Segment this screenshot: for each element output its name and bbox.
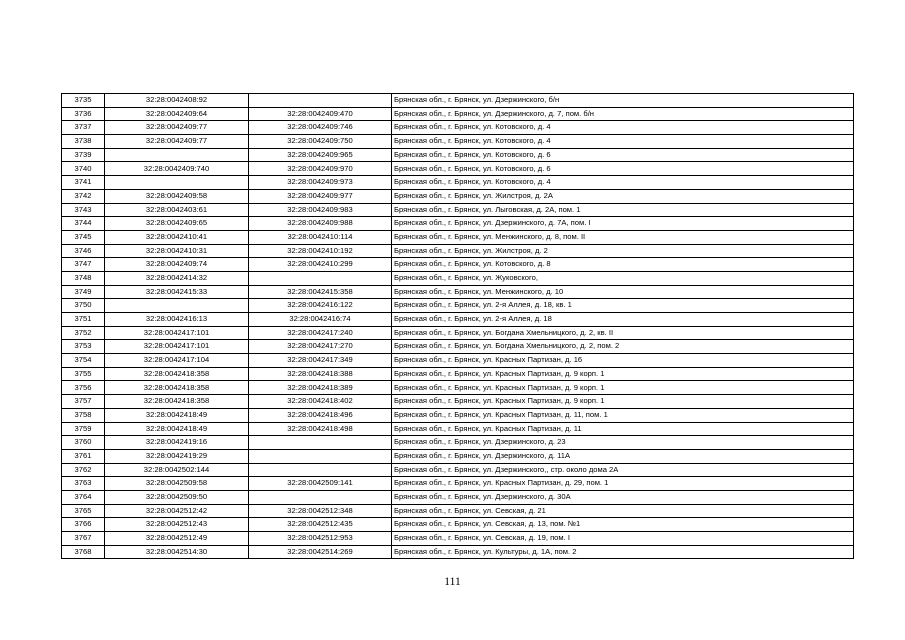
land-cadastral-number-cell: 32:28:0042417:101: [105, 340, 249, 354]
object-cadastral-number-cell: [249, 463, 392, 477]
address-cell: Брянская обл., г. Брянск, ул. Котовского, д. 6: [392, 148, 854, 162]
table-row: [62, 408, 854, 422]
registry-table: [61, 93, 854, 559]
row-number-cell: 3736: [62, 107, 105, 121]
land-cadastral-number-cell: 32:28:0042410:31: [105, 244, 249, 258]
row-number-cell: 3739: [62, 148, 105, 162]
land-cadastral-number-cell: 32:28:0042418:358: [105, 367, 249, 381]
address-cell: Брянская обл., г. Брянск, ул. Менжинского, д. 8, пом. II: [392, 230, 854, 244]
object-cadastral-number-cell: 32:28:0042409:970: [249, 162, 392, 176]
table-row: [62, 299, 854, 313]
object-cadastral-number-cell: 32:28:0042509:141: [249, 477, 392, 491]
address-cell: Брянская обл., г. Брянск, ул. Дзержинского, д. 7А, пом. I: [392, 217, 854, 231]
object-cadastral-number-cell: 32:28:0042410:114: [249, 230, 392, 244]
row-number-cell: 3741: [62, 176, 105, 190]
table-row: [62, 203, 854, 217]
object-cadastral-number-cell: 32:28:0042418:389: [249, 381, 392, 395]
address-cell: Брянская обл., г. Брянск, ул. Дзержинского, д. 23: [392, 436, 854, 450]
object-cadastral-number-cell: 32:28:0042409:973: [249, 176, 392, 190]
row-number-cell: 3737: [62, 121, 105, 135]
row-number-cell: 3756: [62, 381, 105, 395]
table-row: [62, 258, 854, 272]
row-number-cell: 3744: [62, 217, 105, 231]
address-cell: Брянская обл., г. Брянск, ул. Котовского, д. 4: [392, 135, 854, 149]
address-cell: Брянская обл., г. Брянск, ул. Лыговская, д. 2А, пом. 1: [392, 203, 854, 217]
land-cadastral-number-cell: 32:28:0042409:77: [105, 135, 249, 149]
object-cadastral-number-cell: 32:28:0042409:988: [249, 217, 392, 231]
row-number-cell: 3764: [62, 490, 105, 504]
row-number-cell: 3767: [62, 532, 105, 546]
table-row: [62, 463, 854, 477]
object-cadastral-number-cell: 32:28:0042409:746: [249, 121, 392, 135]
row-number-cell: 3755: [62, 367, 105, 381]
row-number-cell: 3751: [62, 313, 105, 327]
row-number-cell: 3750: [62, 299, 105, 313]
row-number-cell: 3763: [62, 477, 105, 491]
land-cadastral-number-cell: 32:28:0042409:740: [105, 162, 249, 176]
object-cadastral-number-cell: 32:28:0042418:496: [249, 408, 392, 422]
table-row: [62, 244, 854, 258]
object-cadastral-number-cell: 32:28:0042418:402: [249, 395, 392, 409]
land-cadastral-number-cell: 32:28:0042419:16: [105, 436, 249, 450]
table-row: [62, 436, 854, 450]
table-row: [62, 490, 854, 504]
table-row: [62, 285, 854, 299]
table-row: [62, 518, 854, 532]
object-cadastral-number-cell: 32:28:0042417:240: [249, 326, 392, 340]
row-number-cell: 3761: [62, 449, 105, 463]
object-cadastral-number-cell: [249, 490, 392, 504]
object-cadastral-number-cell: 32:28:0042409:965: [249, 148, 392, 162]
table-row: [62, 176, 854, 190]
object-cadastral-number-cell: 32:28:0042410:192: [249, 244, 392, 258]
address-cell: Брянская обл., г. Брянск, ул. Красных Партизан, д. 9 корп. 1: [392, 395, 854, 409]
land-cadastral-number-cell: 32:28:0042414:32: [105, 271, 249, 285]
object-cadastral-number-cell: 32:28:0042418:388: [249, 367, 392, 381]
table-row: [62, 395, 854, 409]
land-cadastral-number-cell: 32:28:0042410:41: [105, 230, 249, 244]
table-row: [62, 313, 854, 327]
address-cell: Брянская обл., г. Брянск, ул. Красных Партизан, д. 16: [392, 354, 854, 368]
address-cell: Брянская обл., г. Брянск, ул. Котовского, д. 4: [392, 176, 854, 190]
address-cell: Брянская обл., г. Брянск, ул. Котовского, д. 4: [392, 121, 854, 135]
table-row: [62, 230, 854, 244]
address-cell: Брянская обл., г. Брянск, ул. Красных Партизан, д. 9 корп. 1: [392, 381, 854, 395]
row-number-cell: 3735: [62, 94, 105, 108]
object-cadastral-number-cell: 32:28:0042409:983: [249, 203, 392, 217]
address-cell: Брянская обл., г. Брянск, ул. Дзержинского, д. 11А: [392, 449, 854, 463]
address-cell: Брянская обл., г. Брянск, ул. Дзержинского,, стр. около дома 2А: [392, 463, 854, 477]
row-number-cell: 3747: [62, 258, 105, 272]
row-number-cell: 3765: [62, 504, 105, 518]
row-number-cell: 3740: [62, 162, 105, 176]
row-number-cell: 3749: [62, 285, 105, 299]
row-number-cell: 3753: [62, 340, 105, 354]
land-cadastral-number-cell: 32:28:0042409:64: [105, 107, 249, 121]
land-cadastral-number-cell: 32:28:0042512:49: [105, 532, 249, 546]
land-cadastral-number-cell: 32:28:0042409:65: [105, 217, 249, 231]
row-number-cell: 3738: [62, 135, 105, 149]
address-cell: Брянская обл., г. Брянск, ул. Котовского, д. 6: [392, 162, 854, 176]
land-cadastral-number-cell: [105, 299, 249, 313]
table-row: [62, 217, 854, 231]
row-number-cell: 3760: [62, 436, 105, 450]
table-row: [62, 162, 854, 176]
land-cadastral-number-cell: 32:28:0042509:50: [105, 490, 249, 504]
object-cadastral-number-cell: 32:28:0042410:299: [249, 258, 392, 272]
address-cell: Брянская обл., г. Брянск, ул. Богдана Хмельницкого, д. 2, кв. II: [392, 326, 854, 340]
address-cell: Брянская обл., г. Брянск, ул. Дзержинского, д. 7, пом. б/н: [392, 107, 854, 121]
table-row: [62, 135, 854, 149]
address-cell: Брянская обл., г. Брянск, ул. Богдана Хмельницкого, д. 2, пом. 2: [392, 340, 854, 354]
address-cell: Брянская обл., г. Брянск, ул. 2-я Аллея, д. 18: [392, 313, 854, 327]
object-cadastral-number-cell: 32:28:0042415:358: [249, 285, 392, 299]
address-cell: Брянская обл., г. Брянск, ул. 2-я Аллея, д. 18, кв. 1: [392, 299, 854, 313]
table-row: [62, 189, 854, 203]
object-cadastral-number-cell: 32:28:0042416:122: [249, 299, 392, 313]
table-row: [62, 271, 854, 285]
object-cadastral-number-cell: [249, 94, 392, 108]
land-cadastral-number-cell: [105, 148, 249, 162]
object-cadastral-number-cell: 32:28:0042409:977: [249, 189, 392, 203]
object-cadastral-number-cell: [249, 449, 392, 463]
land-cadastral-number-cell: 32:28:0042512:43: [105, 518, 249, 532]
address-cell: Брянская обл., г. Брянск, ул. Котовского, д. 8: [392, 258, 854, 272]
table-row: [62, 367, 854, 381]
table-row: [62, 107, 854, 121]
table-row: [62, 340, 854, 354]
land-cadastral-number-cell: 32:28:0042418:358: [105, 395, 249, 409]
land-cadastral-number-cell: 32:28:0042502:144: [105, 463, 249, 477]
table-row: [62, 121, 854, 135]
land-cadastral-number-cell: 32:28:0042512:42: [105, 504, 249, 518]
land-cadastral-number-cell: 32:28:0042409:58: [105, 189, 249, 203]
object-cadastral-number-cell: 32:28:0042417:349: [249, 354, 392, 368]
address-cell: Брянская обл., г. Брянск, ул. Жуковского,: [392, 271, 854, 285]
row-number-cell: 3746: [62, 244, 105, 258]
table-row: [62, 148, 854, 162]
address-cell: Брянская обл., г. Брянск, ул. Севская, д. 21: [392, 504, 854, 518]
row-number-cell: 3743: [62, 203, 105, 217]
row-number-cell: 3768: [62, 545, 105, 559]
object-cadastral-number-cell: 32:28:0042418:498: [249, 422, 392, 436]
table-row: [62, 532, 854, 546]
address-cell: Брянская обл., г. Брянск, ул. Менжинского, д. 10: [392, 285, 854, 299]
address-cell: Брянская обл., г. Брянск, ул. Красных Партизан, д. 11: [392, 422, 854, 436]
row-number-cell: 3745: [62, 230, 105, 244]
land-cadastral-number-cell: 32:28:0042419:29: [105, 449, 249, 463]
land-cadastral-number-cell: 32:28:0042409:74: [105, 258, 249, 272]
page-number: 111: [444, 576, 461, 588]
land-cadastral-number-cell: 32:28:0042417:101: [105, 326, 249, 340]
registry-table-body: [62, 94, 854, 559]
row-number-cell: 3762: [62, 463, 105, 477]
object-cadastral-number-cell: 32:28:0042409:750: [249, 135, 392, 149]
land-cadastral-number-cell: 32:28:0042403:61: [105, 203, 249, 217]
table-row: [62, 477, 854, 491]
address-cell: Брянская обл., г. Брянск, ул. Севская, д. 13, пом. №1: [392, 518, 854, 532]
table-row: [62, 94, 854, 108]
row-number-cell: 3758: [62, 408, 105, 422]
land-cadastral-number-cell: 32:28:0042418:49: [105, 422, 249, 436]
land-cadastral-number-cell: 32:28:0042509:58: [105, 477, 249, 491]
row-number-cell: 3752: [62, 326, 105, 340]
row-number-cell: 3748: [62, 271, 105, 285]
address-cell: Брянская обл., г. Брянск, ул. Красных Партизан, д. 29, пом. 1: [392, 477, 854, 491]
land-cadastral-number-cell: [105, 176, 249, 190]
address-cell: Брянская обл., г. Брянск, ул. Дзержинского, б/н: [392, 94, 854, 108]
land-cadastral-number-cell: 32:28:0042409:77: [105, 121, 249, 135]
land-cadastral-number-cell: 32:28:0042418:49: [105, 408, 249, 422]
land-cadastral-number-cell: 32:28:0042514:30: [105, 545, 249, 559]
object-cadastral-number-cell: 32:28:0042409:470: [249, 107, 392, 121]
object-cadastral-number-cell: 32:28:0042512:435: [249, 518, 392, 532]
table-row: [62, 326, 854, 340]
table-row: [62, 504, 854, 518]
table-row: [62, 354, 854, 368]
object-cadastral-number-cell: 32:28:0042416:74: [249, 313, 392, 327]
address-cell: Брянская обл., г. Брянск, ул. Красных Партизан, д. 9 корп. 1: [392, 367, 854, 381]
object-cadastral-number-cell: 32:28:0042512:348: [249, 504, 392, 518]
land-cadastral-number-cell: 32:28:0042417:104: [105, 354, 249, 368]
land-cadastral-number-cell: 32:28:0042415:33: [105, 285, 249, 299]
land-cadastral-number-cell: 32:28:0042416:13: [105, 313, 249, 327]
row-number-cell: 3759: [62, 422, 105, 436]
object-cadastral-number-cell: [249, 271, 392, 285]
table-row: [62, 545, 854, 559]
object-cadastral-number-cell: [249, 436, 392, 450]
row-number-cell: 3757: [62, 395, 105, 409]
table-row: [62, 449, 854, 463]
address-cell: Брянская обл., г. Брянск, ул. Дзержинского, д. 30А: [392, 490, 854, 504]
table-row: [62, 381, 854, 395]
address-cell: Брянская обл., г. Брянск, ул. Культуры, д. 1А, пом. 2: [392, 545, 854, 559]
address-cell: Брянская обл., г. Брянск, ул. Жилстроя, д. 2А: [392, 189, 854, 203]
land-cadastral-number-cell: 32:28:0042408:92: [105, 94, 249, 108]
object-cadastral-number-cell: 32:28:0042512:953: [249, 532, 392, 546]
row-number-cell: 3754: [62, 354, 105, 368]
table-row: [62, 422, 854, 436]
address-cell: Брянская обл., г. Брянск, ул. Севская, д. 19, пом. I: [392, 532, 854, 546]
object-cadastral-number-cell: 32:28:0042417:270: [249, 340, 392, 354]
row-number-cell: 3742: [62, 189, 105, 203]
object-cadastral-number-cell: 32:28:0042514:269: [249, 545, 392, 559]
row-number-cell: 3766: [62, 518, 105, 532]
land-cadastral-number-cell: 32:28:0042418:358: [105, 381, 249, 395]
address-cell: Брянская обл., г. Брянск, ул. Жилстроя, д. 2: [392, 244, 854, 258]
address-cell: Брянская обл., г. Брянск, ул. Красных Партизан, д. 11, пом. 1: [392, 408, 854, 422]
